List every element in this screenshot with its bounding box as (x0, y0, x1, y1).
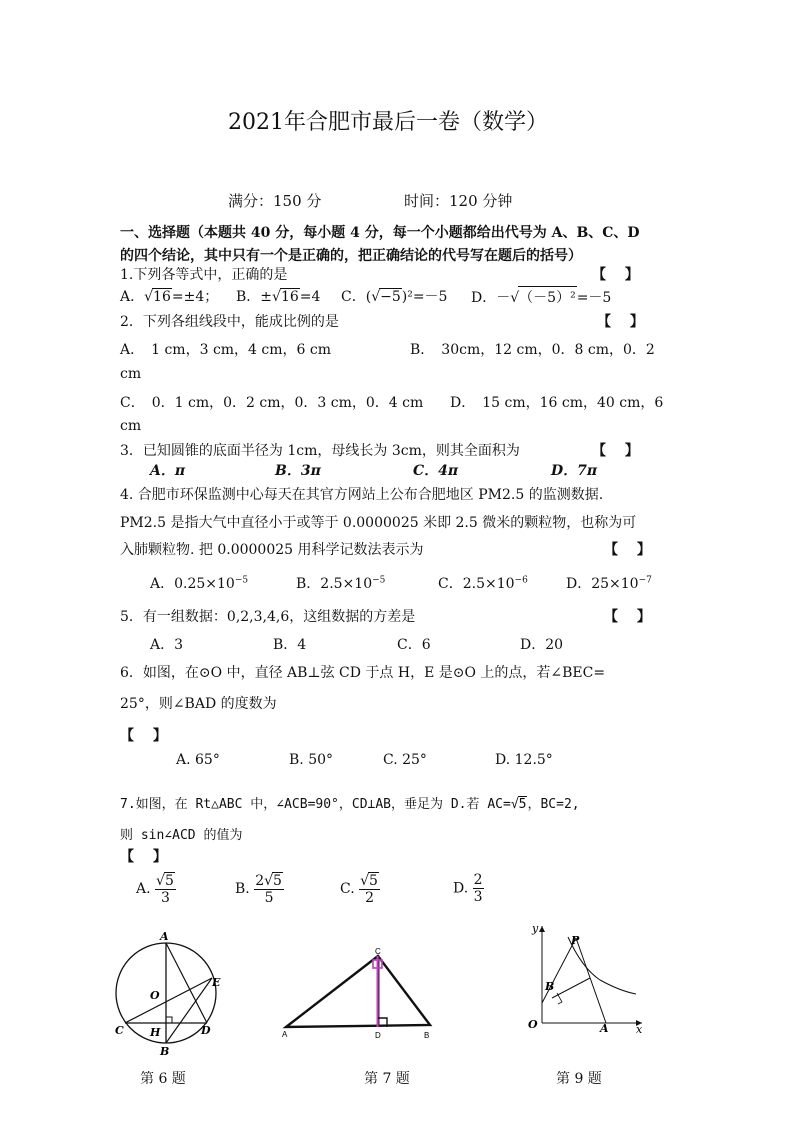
q7-d-denominator: 3 (473, 889, 483, 906)
q7-line1-text: 7.如图，在 Rt△ABC 中，∠ACB=90°，CD⊥AB，垂足为 D.若 AC= (120, 797, 511, 812)
q1-c-text: )²=－5 (401, 289, 448, 305)
time-limit: 时间：120 分钟 (404, 192, 513, 210)
q4-option-d (566, 573, 652, 593)
q7-b-numerator: 5 (273, 873, 282, 889)
label-d: D (375, 1031, 381, 1040)
q7-b-denominator: 5 (264, 890, 274, 907)
q2-option-b: B． 30cm，12 cm，0．8 cm，0．2 (410, 342, 655, 358)
q1-option-b: B．±√16=4 (236, 289, 321, 305)
q7-d-label: D. (453, 880, 469, 897)
figure-7-caption: 第 7 题 (364, 1071, 410, 1087)
q2-option-b-wrap: cm (120, 366, 142, 382)
q4-line3: 入肺颗粒物. 把 0.0000025 用科学记数法表示为 (120, 542, 424, 558)
q7-option-d (453, 872, 484, 905)
figure-6-circle (108, 928, 238, 1060)
q7-option-c: C. $\frac{√5}{2}$ (340, 873, 378, 907)
q1-b-label: B．± (236, 289, 273, 305)
q1-c-radicand: −5 (380, 289, 401, 305)
q2-option-a: A． 1 cm，3 cm，4 cm，6 cm (120, 342, 332, 358)
q7-line1-radicand: 5 (518, 797, 527, 812)
right-angle-mark-h (166, 1017, 172, 1023)
q6-line1: 6．如图，在⊙O 中，直径 AB⊥弦 CD 于点 H，E 是⊙O 上的点，若∠BEC= (120, 665, 606, 681)
q7-c-numerator: 5 (369, 873, 378, 889)
label-h: H (150, 1026, 161, 1039)
q4-answer-bracket: 【 】 (604, 542, 651, 558)
q6-option-a: A. 65° (176, 752, 220, 768)
q7-d-numerator: 2 (473, 872, 483, 888)
q3-option-b: B．3π (275, 463, 321, 479)
q6-option-b: B. 50° (289, 752, 334, 768)
triangle-abc (286, 956, 430, 1027)
q4-line1: 4. 合肥市环保监测中心每天在其官方网站上公布合肥地区 PM2.5 的监测数据. (120, 487, 604, 503)
section-heading-line2: 的四个结论，其中只有一个是正确的，把正确结论的代号写在题后的括号） (120, 248, 582, 264)
q7-option-a: A. $\frac{√5}{3}$ (136, 873, 174, 907)
q7-option-b: B. $\frac{2√5}{5}$ (235, 873, 282, 907)
label-a: A (282, 1030, 288, 1039)
label-e: E (212, 976, 221, 989)
q5-answer-bracket: 【 】 (604, 609, 651, 625)
q5-option-c: C．6 (397, 637, 431, 653)
label-b: B (545, 980, 555, 993)
q1-d-label: D．－ (471, 290, 511, 306)
q2-option-d-wrap: cm (120, 418, 142, 434)
q1-b-radicand: 16 (280, 289, 299, 305)
q1-option-a: A．√16=±4； (120, 289, 219, 305)
label-y: y (532, 922, 539, 935)
q1-a-label: A． (120, 289, 145, 305)
q4-line2: PM2.5 是指大气中直径小于或等于 0.0000025 米即 2.5 微米的颗粒物，也称为可 (120, 515, 637, 531)
q7-line1: 7.如图，在 Rt△ABC 中，∠ACB=90°，CD⊥AB，垂足为 D.若 AC=√5，BC=2, (120, 797, 580, 812)
q7-c-label: C. (340, 881, 355, 898)
q3-answer-bracket: 【 】 (592, 443, 639, 459)
q7-a-numerator: 5 (164, 873, 174, 889)
label-b: B (160, 1045, 170, 1058)
q3-option-d: D．7π (551, 463, 598, 479)
q1-a-radicand: 16 (153, 289, 171, 305)
q7-a-denominator: 3 (160, 890, 170, 907)
q4-c-exponent: −6 (514, 575, 528, 586)
q1-answer-bracket: 【 】 (592, 267, 639, 283)
label-x: x (636, 1023, 643, 1036)
y-axis-arrow-icon (539, 926, 545, 932)
q6-option-c: C. 25° (383, 752, 427, 768)
segment-ad (166, 943, 207, 1023)
q7-c-denominator: 2 (365, 890, 374, 907)
q2-answer-bracket: 【 】 (597, 314, 644, 330)
right-angle-mark (557, 993, 562, 1004)
q7-b-coefficient: 2 (255, 873, 265, 889)
q2-option-c: C． 0．1 cm，0．2 cm，0．3 cm，0．4 cm (120, 395, 424, 411)
q7-line2: 则 sin∠ACD 的值为 (120, 828, 243, 843)
q4-d-base: D．25×10 (566, 576, 639, 592)
q5-option-a: A．3 (150, 637, 184, 653)
label-a: A (160, 930, 169, 943)
full-score: 满分：150 分 (228, 192, 322, 210)
q7-a-label: A. (136, 881, 151, 898)
q4-b-exponent: −5 (372, 575, 386, 586)
page-title: 2021年合肥市最后一卷（数学） (228, 110, 548, 135)
q5-option-d: D．20 (520, 637, 564, 653)
q1-a-text: =±4； (171, 289, 219, 305)
q1-option-d: D．－√（－5）²=－5 (471, 286, 611, 307)
q1-option-c: C．(√−5)²=－5 (341, 289, 448, 305)
q1-b-text: =4 (299, 289, 321, 305)
label-a: A (600, 1022, 609, 1035)
q2-option-d: D． 15 cm，16 cm，40 cm，6 (450, 395, 664, 411)
section-heading-line1: 一、选择题（本题共 40 分，每小题 4 分，每一个小题都给出代号为 A、B、C、D (120, 225, 640, 241)
segment-ce (125, 978, 212, 1023)
q2-stem: 2．下列各组线段中，能成比例的是 (120, 314, 339, 330)
q7-b-label: B. (235, 881, 250, 898)
figure-6-caption: 第 6 题 (140, 1071, 186, 1087)
label-d: D (201, 1024, 211, 1037)
label-o: O (150, 989, 160, 1002)
q1-d-text: =－5 (576, 290, 612, 306)
q4-d-exponent: −7 (638, 575, 652, 586)
q6-option-d: D. 12.5° (495, 752, 553, 768)
q7-answer-bracket: 【 】 (120, 849, 167, 865)
label-c: C (375, 947, 381, 956)
q4-a-base: A．0.25×10 (150, 576, 235, 592)
q1-d-radicand: （－5）² (518, 286, 577, 307)
q4-option-c (438, 573, 528, 593)
figure-9-coordinate-plot (524, 920, 654, 1036)
label-c: C (115, 1024, 124, 1037)
q3-option-c: C．4π (413, 463, 459, 479)
q3-stem: 3．已知圆锥的底面半径为 1cm，母线长为 3cm，则其全面积为 (120, 443, 520, 459)
q6-line2: 25°，则∠BAD 的度数为 (120, 696, 277, 712)
q1-stem: 1.下列各等式中，正确的是 (120, 267, 288, 283)
figure-9-caption: 第 9 题 (556, 1071, 602, 1087)
q4-b-base: B．2.5×10 (296, 576, 373, 592)
label-b: B (424, 1031, 430, 1040)
label-p: P (571, 934, 580, 947)
figure-7-triangle (278, 944, 438, 1044)
segment-bp (542, 938, 576, 1003)
label-o: O (528, 1018, 538, 1031)
q5-option-b: B．4 (273, 637, 307, 653)
q4-a-exponent: −5 (234, 575, 249, 586)
q5-stem: 5．有一组数据：0,2,3,4,6，这组数据的方差是 (120, 609, 416, 625)
q6-answer-bracket: 【 】 (120, 728, 167, 744)
q1-c-label: C．( (341, 289, 372, 305)
q4-option-b (296, 573, 385, 593)
q4-c-base: C．2.5×10 (438, 576, 515, 592)
q7-line1-tail: ，BC=2, (527, 797, 580, 812)
q4-option-a (150, 573, 248, 593)
q3-option-a: A．π (150, 463, 186, 479)
